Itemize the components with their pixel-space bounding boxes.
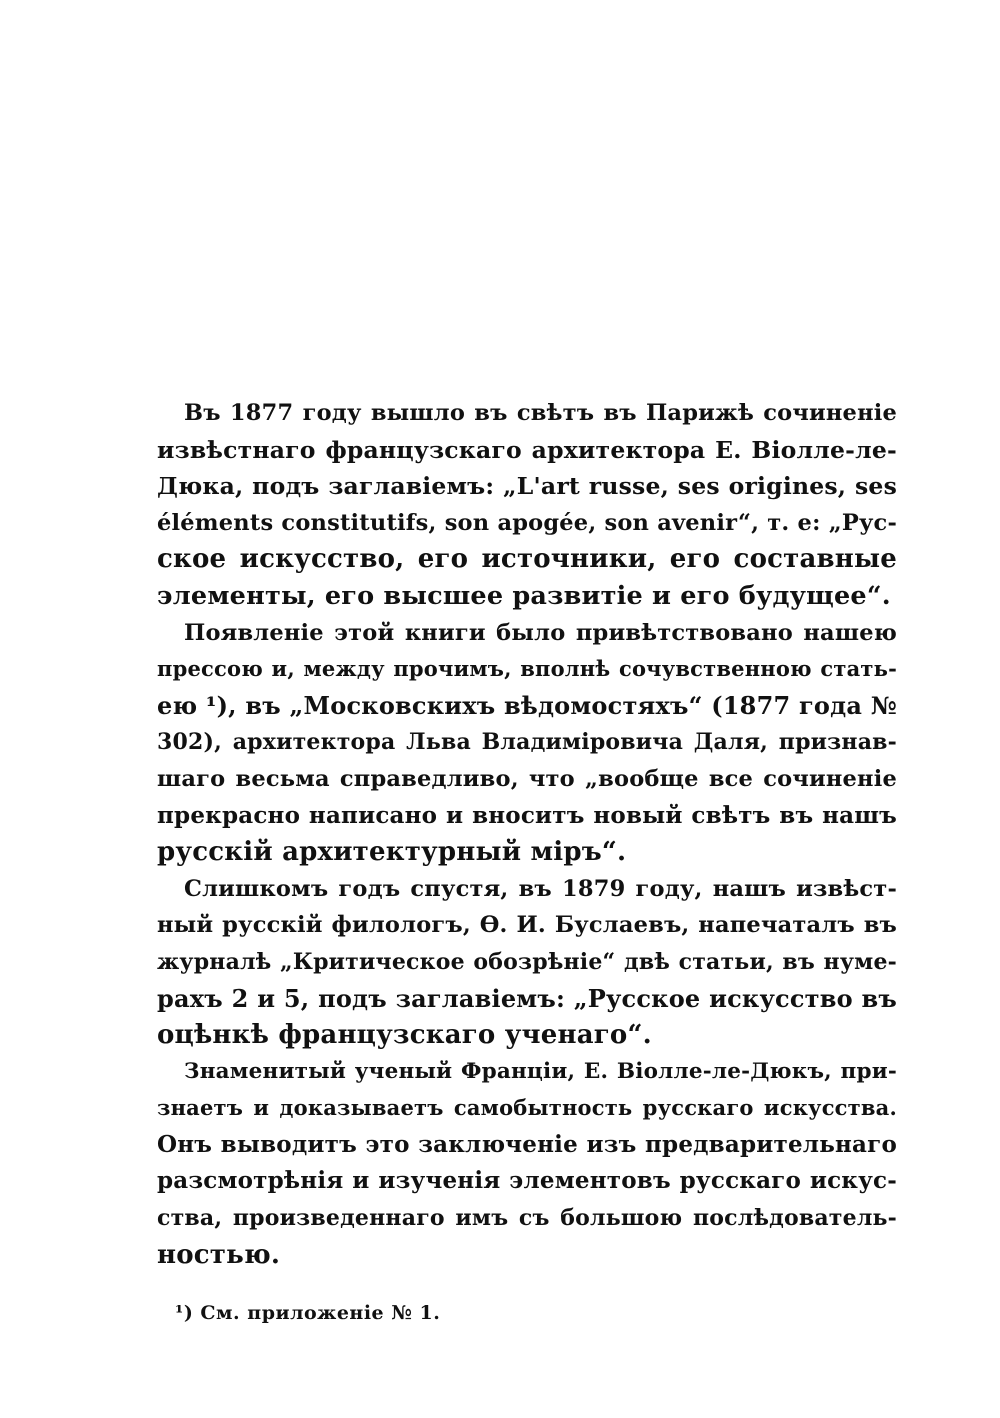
body-text	[157, 395, 897, 1273]
text-line: разсмотрѣнія и изученія элементовъ русскаго искус-	[157, 1167, 897, 1195]
footnote: ¹) См. приложеніе № 1.	[175, 1302, 441, 1324]
text-line: знаетъ и доказываетъ самобытность русскаго искусства.	[157, 1095, 897, 1121]
text-line: Знаменитый ученый Франціи, Е. Віолле-ле-Дюкъ, при-	[184, 1058, 897, 1084]
text-line: ства, произведеннаго имъ съ большою послѣдователь-	[157, 1205, 897, 1232]
text-line: ностью.	[157, 1239, 281, 1270]
text-line: прессою и, между прочимъ, вполнѣ сочувственною стать-	[157, 656, 897, 682]
text-line: извѣстнаго французскаго архитектора Е. Віолле-ле-	[157, 435, 897, 464]
text-line: шаго весьма справедливо, что „вообще все сочиненіе	[157, 765, 897, 792]
text-line: ею ¹), въ „Московскихъ вѣдомостяхъ“ (1877 года №	[157, 690, 897, 720]
text-line: Въ 1877 году вышло въ свѣтъ въ Парижѣ сочиненіе	[184, 400, 897, 426]
text-line: éléments constitutifs, son apogée, son avenir“, т. е: „Рус-	[157, 509, 897, 536]
text-line: Слишкомъ годъ спустя, въ 1879 году, нашъ извѣст-	[184, 875, 897, 902]
text-line: рахъ 2 и 5, подъ заглавіемъ: „Русское искусство въ	[157, 983, 897, 1013]
text-line: ный русскій филологъ, Ѳ. И. Буслаевъ, напечаталъ въ	[157, 912, 897, 939]
text-line: оцѣнкѣ французскаго ученаго“.	[157, 1020, 652, 1051]
text-line: Онъ выводитъ это заключеніе изъ предварительнаго	[157, 1130, 897, 1158]
text-line: элементы, его высшее развитіе и его будущее“.	[157, 580, 891, 611]
text-line: 302), архитектора Льва Владиміровича Даля, признав-	[157, 729, 897, 756]
text-line: журналѣ „Критическое обозрѣніе“ двѣ статьи, въ нуме-	[157, 948, 897, 975]
text-line: Дюка, подъ заглавіемъ: „L'art russe, ses origines, ses	[157, 472, 897, 501]
text-line: прекрасно написано и вноситъ новый свѣтъ въ нашъ	[157, 801, 897, 829]
text-line: Появленіе этой книги было привѣтствовано нашею	[184, 619, 897, 646]
text-line: ское искусство, его источники, его составные	[157, 544, 897, 575]
text-line: русскій архитектурный міръ“.	[157, 837, 627, 868]
